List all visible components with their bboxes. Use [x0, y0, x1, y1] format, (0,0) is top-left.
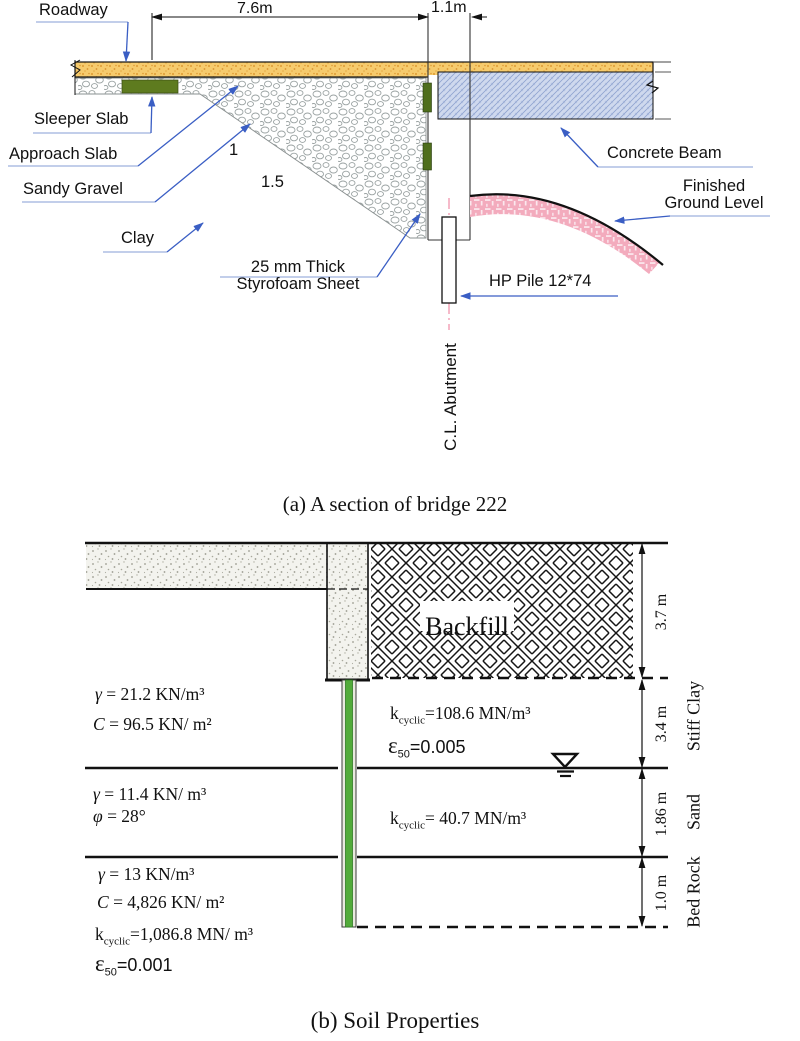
c-value: = 96.5 KN/ m² [104, 714, 212, 734]
sand-depth-label: 1.86 m [653, 791, 670, 837]
epsilon-value: =0.005 [409, 737, 466, 757]
concrete-beam-label: Concrete Beam [607, 144, 722, 162]
gamma-value: = 11.4 KN/ m³ [99, 784, 207, 804]
rock-cohesion [97, 892, 224, 913]
c-value: = 4,826 KN/ m² [108, 892, 225, 912]
sandy-gravel-label: Sandy Gravel [23, 180, 123, 198]
clay-kcyclic [390, 703, 531, 727]
approach-slab-label: Approach Slab [9, 145, 118, 163]
k-value: =1,086.8 MN/ m³ [130, 924, 254, 944]
sleeper-slab-label: Sleeper Slab [34, 110, 129, 128]
pile-core [346, 680, 353, 927]
finished-ground-line1: Finished [682, 177, 746, 195]
clay-eps50 [388, 733, 465, 761]
epsilon-symbol: ε [95, 951, 105, 976]
k-value: =108.6 MN/m³ [425, 703, 531, 723]
slope-v-label: 1 [229, 141, 239, 159]
sand-phi [93, 806, 146, 827]
rock-eps50 [95, 951, 172, 979]
gamma-value: = 21.2 KN/m³ [101, 684, 205, 704]
caption-b: (b) Soil Properties [310, 1008, 480, 1033]
styrofoam-label-line1: 25 mm Thick [250, 258, 346, 276]
sand-kcyclic [390, 808, 526, 832]
dim-offset-label: 1.1m [431, 0, 467, 16]
k-value: = 40.7 MN/m³ [425, 808, 527, 828]
c-symbol: C [97, 892, 109, 912]
styrofoam-label [222, 259, 374, 294]
clay-cohesion [93, 714, 212, 735]
k-symbol: k [390, 703, 399, 723]
backfill-label: Backfill [425, 612, 509, 641]
stiff-clay-name: Stiff Clay [683, 680, 704, 752]
abutment-concrete [327, 543, 368, 680]
c-symbol: C [93, 714, 105, 734]
epsilon-value: =0.001 [116, 955, 173, 975]
k-subscript: cyclic [398, 819, 426, 832]
k-subscript: cyclic [103, 935, 131, 948]
cl-abutment-label: C.L. Abutment [441, 343, 460, 451]
phi-symbol: φ [93, 806, 103, 826]
styrofoam-segment-upper [423, 83, 432, 112]
styrofoam-label-line2: Styrofoam Sheet [236, 275, 360, 294]
hp-pile-shape [442, 217, 456, 303]
clay-gamma [95, 684, 205, 705]
finished-ground-label [655, 178, 773, 213]
caption-a: (a) A section of bridge 222 [282, 492, 508, 516]
gamma-symbol: γ [98, 864, 105, 884]
clay-depth-label: 3.4 m [653, 705, 670, 743]
water-table-icon [553, 754, 577, 776]
bedrock-name: Bed Rock [683, 856, 704, 928]
sandy-gravel-region [75, 78, 426, 238]
finished-ground-line2: Ground Level [664, 194, 764, 213]
slope-h-label: 1.5 [261, 173, 284, 191]
epsilon-subscript: 50 [397, 748, 410, 761]
sand-name: Sand [683, 794, 704, 830]
backfill-depth-label: 3.7 m [653, 593, 670, 631]
k-subscript: cyclic [398, 714, 426, 727]
sleeper-slab-shape [122, 80, 178, 93]
gamma-symbol: γ [95, 684, 102, 704]
rock-depth-label: 1.0 m [653, 874, 670, 912]
rock-gamma [98, 864, 194, 885]
clay-label: Clay [121, 229, 155, 247]
gamma-value: = 13 KN/m³ [104, 864, 195, 884]
gamma-symbol: γ [93, 784, 100, 804]
phi-value: = 28° [102, 806, 146, 826]
k-symbol: k [95, 924, 104, 944]
roadway-label: Roadway [39, 1, 108, 19]
epsilon-subscript: 50 [104, 966, 117, 979]
sand-gamma [93, 784, 206, 805]
k-symbol: k [390, 808, 399, 828]
dim-span-label: 7.6m [237, 0, 273, 17]
epsilon-symbol: ε [388, 733, 398, 758]
rock-kcyclic [95, 924, 253, 948]
slab-concrete [86, 543, 327, 589]
hp-pile-label: HP Pile 12*74 [489, 272, 592, 290]
dimension-lines [152, 13, 487, 60]
styrofoam-segment-lower [423, 143, 432, 170]
